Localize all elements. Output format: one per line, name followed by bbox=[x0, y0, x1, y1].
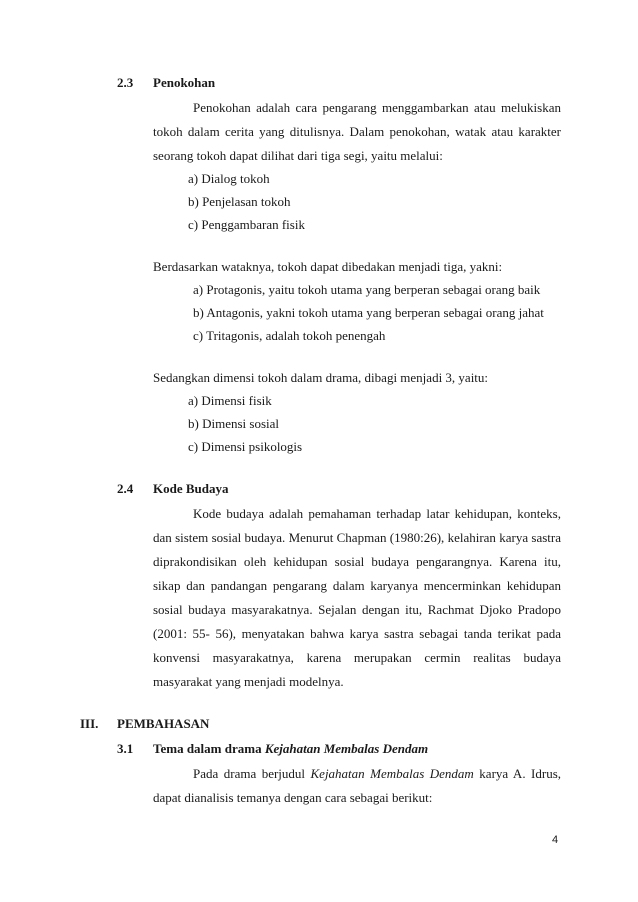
section-3-1-title-text: Tema dalam drama bbox=[153, 741, 265, 756]
kode-budaya-line: (2001: 55- 56), menyatakan bahwa karya sastra sebagai tanda terikat pada bbox=[153, 626, 561, 641]
kode-budaya-line: sosial budaya masyarakatnya. Sejalan dengan itu, Rachmat Djoko Pradopo bbox=[153, 602, 561, 617]
section-2-4-number: 2.4 bbox=[117, 481, 134, 496]
list-item: a) Dimensi fisik bbox=[188, 393, 272, 408]
section-3-1-title bbox=[153, 741, 428, 757]
list-item: c) Dimensi psikologis bbox=[188, 439, 303, 454]
watak-intro: Berdasarkan wataknya, tokoh dapat dibedakan menjadi tiga, yakni: bbox=[153, 259, 503, 274]
kode-budaya-last-line: masyarakat yang menjadi modelnya. bbox=[153, 674, 344, 689]
kode-budaya-line: konvensi masyarakatnya, karena merupakan cermin realitas budaya bbox=[153, 650, 561, 665]
list-item: b) Antagonis, yakni tokoh utama yang berperan sebagai orang jahat bbox=[193, 305, 544, 320]
penokohan-line-1: Penokohan adalah cara pengarang menggambarkan atau melukiskan bbox=[193, 100, 561, 115]
kode-budaya-line: sikap dan pandangan pengarang dalam karyanya mencerminkan kehidupan bbox=[153, 578, 561, 593]
kode-budaya-line: Kode budaya adalah pemahaman terhadap latar kehidupan, konteks, bbox=[193, 506, 561, 521]
tema-line-1-italic: Kejahatan Membalas Dendam bbox=[310, 766, 474, 781]
tema-line-1 bbox=[193, 766, 561, 782]
list-item: c) Tritagonis, adalah tokoh penengah bbox=[193, 328, 386, 343]
tema-line-2: dapat dianalisis temanya dengan cara sebagai berikut: bbox=[153, 790, 433, 805]
kode-budaya-line: diprakondisikan oleh kehidupan sosial budaya pengarangnya. Karena itu, bbox=[153, 554, 561, 569]
list-item: b) Dimensi sosial bbox=[188, 416, 279, 431]
page-number: 4 bbox=[552, 834, 559, 846]
list-item: a) Protagonis, yaitu tokoh utama yang berperan sebagai orang baik bbox=[193, 282, 541, 297]
list-item: c) Penggambaran fisik bbox=[188, 217, 305, 232]
list-item: a) Dialog tokoh bbox=[188, 171, 270, 186]
section-3-1-title-italic: Kejahatan Membalas Dendam bbox=[264, 741, 429, 756]
penokohan-line-3: seorang tokoh dapat dilihat dari tiga segi, yaitu melalui: bbox=[153, 148, 443, 163]
tema-line-1-a: Pada drama berjudul bbox=[193, 766, 311, 781]
section-2-3-title: Penokohan bbox=[153, 75, 216, 90]
chapter-3-number: III. bbox=[80, 716, 99, 731]
section-2-3-number: 2.3 bbox=[117, 75, 134, 90]
penokohan-line-2: tokoh dalam cerita yang ditulisnya. Dalam penokohan, watak atau karakter bbox=[153, 124, 561, 139]
chapter-3-title: PEMBAHASAN bbox=[117, 716, 210, 731]
tema-line-1-b: karya A. Idrus, bbox=[473, 766, 562, 781]
section-2-4-title: Kode Budaya bbox=[153, 481, 229, 496]
dimensi-intro: Sedangkan dimensi tokoh dalam drama, dibagi menjadi 3, yaitu: bbox=[153, 370, 489, 385]
section-3-1-number: 3.1 bbox=[117, 741, 134, 756]
list-item: b) Penjelasan tokoh bbox=[188, 194, 291, 209]
kode-budaya-line: dan sistem sosial budaya. Menurut Chapman (1980:26), kelahiran karya sastra bbox=[153, 530, 561, 545]
